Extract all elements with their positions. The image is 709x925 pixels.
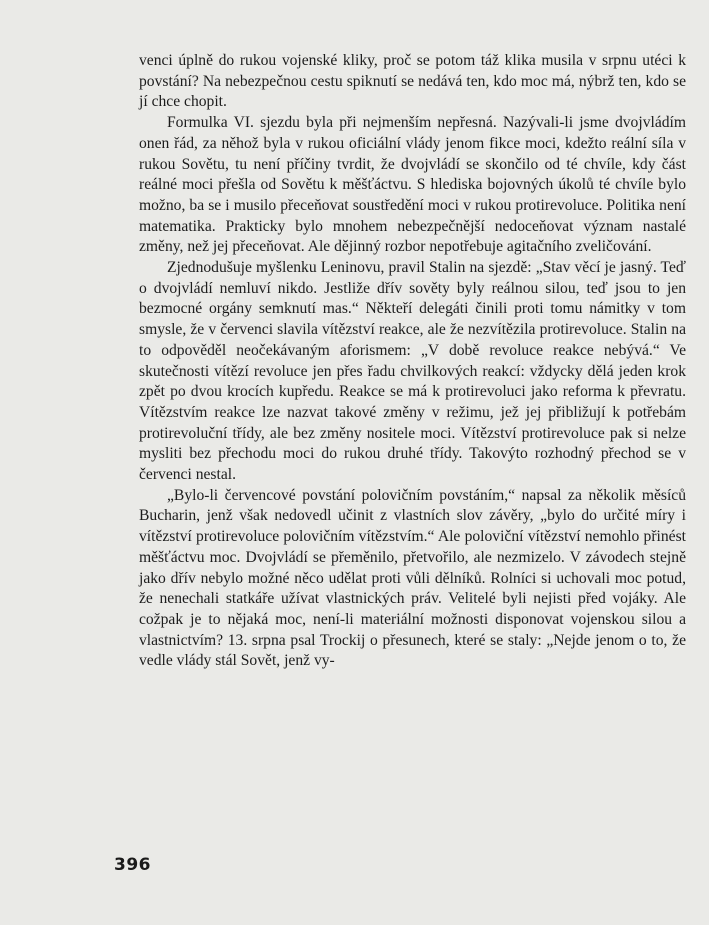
paragraph: Formulka VI. sjezdu byla při nejmenším nepřesná. Nazývali-li jsme dvojvládím onen řád, za něhož byla v rukou oficiální vlády jenom fikce moci, kdežto reální síla v rukou Sovětu, tu není příčiny tvrdit, že dvojvládí se skončilo od té chvíle, kdy část reálné moci přešla od Sovětu k měšťáctvu. S hlediska bojovných úkolů té chvíle bylo možno, ba se i musilo přeceňovat soustředění moci v rukou protirevoluce. Politika není matematika. Prakticky bylo mnohem nebezpečnější nedoceňovat význam nastalé změny, než jej přeceňovat. Ale dějinný rozbor nepotřebuje agitačního zveličování. [139, 114, 686, 256]
page-number: 396 [114, 855, 151, 875]
paragraph: „Bylo-li červencové povstání polovičním povstáním,“ napsal za několik měsíců Bucharin, jenž však nedovedl učinit z vlastních slov závěry, „bylo do určité míry i vítězství protirevoluce polovičním vítězstvím.“ Ale poloviční vítězství nemohlo přinést měšťáctvu moc. Dvojvládí se přeměnilo, přetvořilo, ale nezmizelo. V závodech stejně jako dřív nebylo možné něco udělat proti vůli dělníků. Rolníci si uchovali moc potud, že nenechali statkáře užívat vlastnických práv. Velitelé byli nejisti před vojáky. Ale cožpak je to nějaká moc, není-li materiální možnosti disponovat vojenskou silou a vlastnictvím? 13. srpna psal Trockij o přesunech, které se staly: „Nejde jenom o to, že vedle vlády stál Sovět, jenž vy- [139, 486, 686, 670]
paragraph: venci úplně do rukou vojenské kliky, proč se potom táž klika musila v srpnu utéci k povstání? Na nebezpečnou cestu spiknutí se nedává ten, kdo moc má, nýbrž ten, kdo se jí chce chopit. [139, 52, 686, 111]
body-text [139, 51, 686, 672]
paragraph: Zjednodušuje myšlenku Leninovu, pravil Stalin na sjezdě: „Stav věcí je jasný. Teď o dvojvládí nemluví nikdo. Jestliže dřív sověty byly reálnou silou, teď jsou to jen bezmocné orgány semknutí mas.“ Někteří delegáti činili proti tomu námitky v tom smysle, že v červenci slavila vítězství reakce, ale že nezvítězila protirevoluce. Stalin na to odpověděl neočekávaným aforismem: „V době revoluce reakce nebývá.“ Ve skutečnosti vítězí revoluce jen přes řadu chvilkových reakcí: vždycky dělá jeden krok zpět po dvou krocích kupředu. Reakce se má k protirevoluci jako reforma k převratu. Vítězstvím reakce lze nazvat takové změny v režimu, jež jej přibližují k potřebám protirevoluční třídy, ale bez změny nositele moci. Vítězství protirevoluce pak si nelze mysliti bez přechodu moci do rukou druhé třídy. Takovýto rozhodný přechod se v červenci nestal. [139, 259, 686, 484]
